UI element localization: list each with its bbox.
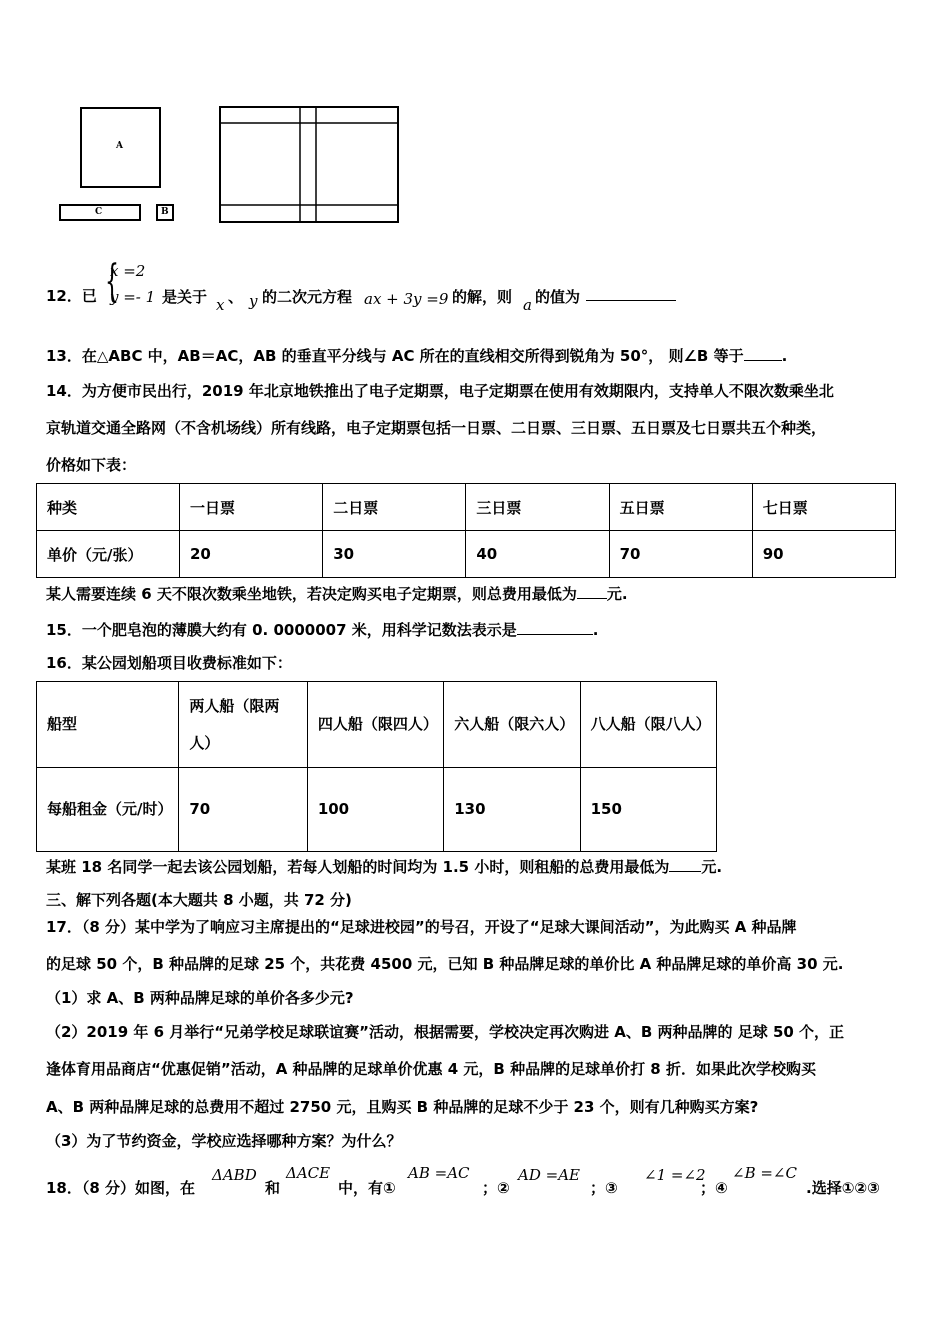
q17-part2-line3: A、B 两种品牌足球的总费用不超过 2750 元，且购买 B 种品牌的足球不少于 23 个，则有几种购买方案? (46, 1098, 759, 1116)
q16-after-text: 某班 18 名同学一起去该公园划船，若每人划船的时间均为 1.5 小时，则租船的总费用最低为 (46, 858, 670, 876)
table-cell: 70 (179, 768, 307, 852)
table-cell: 六人船（限六人） (444, 682, 580, 768)
q12-var-x: x (216, 296, 225, 314)
q14-answer-blank (577, 584, 607, 599)
q18-condition-3: ∠1 =∠2 (644, 1166, 706, 1184)
table-cell: 种类 (37, 484, 180, 531)
q15-text: 15．一个肥皂泡的薄膜大约有 0. 0000007 米，用科学记数法表示是 (46, 621, 517, 639)
q12-system-line1: x =2 (110, 262, 146, 280)
q18-sep2: ；③ (590, 1179, 618, 1197)
table-cell: 100 (307, 768, 443, 852)
q14-after-end: 元. (606, 585, 628, 603)
q18-number: 18．（8 分）如图，在 (46, 1179, 196, 1197)
table-cell: 每船租金（元/时） (37, 768, 179, 852)
table-cell: 40 (466, 531, 609, 578)
table-cell: 单价（元/张） (37, 531, 180, 578)
table-cell: 四人船（限四人） (307, 682, 443, 768)
figure-label-a: A (116, 141, 123, 151)
q12-sep: 、 (228, 288, 244, 306)
table-cell: 二日票 (323, 484, 466, 531)
q14-price-table (36, 483, 896, 578)
figure-label-c: C (95, 207, 103, 217)
q18-sep3: ；④ (700, 1179, 728, 1197)
q12-brace: { (105, 256, 119, 307)
table-cell: 130 (444, 768, 580, 852)
q14-line2: 京轨道交通全路网（不含机场线）所有线路，电子定期票包括一日票、二日票、三日票、五日票及七日票共五个种类， (46, 419, 827, 437)
q16-fee-table (36, 681, 717, 852)
q15-end: . (592, 621, 599, 639)
table-cell: 船型 (37, 682, 179, 768)
q18-end: .选择①②③ (806, 1179, 880, 1197)
q14-after (46, 583, 628, 604)
table-cell: 20 (180, 531, 323, 578)
q17-line1: 17．（8 分）某中学为了响应习主席提出的“足球进校园”的号召，开设了“足球大课间活动”，为此购买 A 种品牌 (46, 918, 797, 936)
table-cell: 五日票 (609, 484, 752, 531)
q14-line3: 价格如下表： (46, 456, 137, 474)
table-cell: 两人船（限两人） (179, 682, 307, 768)
q17-part2-line1: （2）2019 年 6 月举行“兄弟学校足球联谊赛”活动，根据需要，学校决定再次购进 A、B 两种品牌的 足球 50 个，正 (46, 1023, 845, 1041)
q16-after-end: 元. (701, 858, 723, 876)
q15 (46, 619, 598, 640)
q18-mid: 中，有① (338, 1179, 396, 1197)
q18-triangle-ace: ΔACE (286, 1164, 331, 1182)
q12-system-line2: y =- 1 (110, 288, 156, 306)
q16-after (46, 856, 722, 877)
table-cell: 一日票 (180, 484, 323, 531)
table-cell: 90 (752, 531, 895, 578)
table-cell: 三日票 (466, 484, 609, 531)
q18-condition-2: AD =AE (518, 1166, 580, 1184)
section-3-heading: 三、解下列各题(本大题共 8 小题，共 72 分) (46, 891, 352, 909)
q13-end: . (781, 347, 788, 365)
table-cell: 八人船（限八人） (580, 682, 716, 768)
table-cell: 150 (580, 768, 716, 852)
q18-sep1: ；② (482, 1179, 510, 1197)
q12-var-a: a (523, 296, 532, 314)
q12-answer-blank (586, 286, 676, 301)
table-cell: 七日票 (752, 484, 895, 531)
table-row (37, 682, 717, 768)
q16-answer-blank (669, 857, 701, 872)
table-cell: 30 (323, 531, 466, 578)
q18-condition-4: ∠B =∠C (732, 1164, 797, 1182)
q17-part1: （1）求 A、B 两种品牌足球的单价各多少元? (46, 989, 354, 1007)
q12-text4: 的值为 (535, 288, 581, 306)
q14-after-text: 某人需要连续 6 天不限次数乘坐地铁，若决定购买电子定期票，则总费用最低为 (46, 585, 577, 603)
figure-grid (218, 105, 402, 225)
q13-text: 13．在△ABC 中，AB＝AC，AB 的垂直平分线与 AC 所在的直线相交所得到锐角为 50°， 则∠B 等于 (46, 347, 744, 365)
q12-number: 12．已 (46, 287, 97, 305)
q15-answer-blank (517, 620, 593, 635)
q12-text3: 的解，则 (452, 288, 513, 306)
q13 (46, 345, 787, 366)
table-row (37, 531, 896, 578)
q12-text1: 是关于 (162, 288, 208, 306)
q12-var-y: y (249, 292, 258, 310)
figure-label-b: B (161, 207, 169, 217)
q12-equation: ax + 3y =9 (364, 290, 449, 308)
table-row (37, 768, 717, 852)
q18-triangle-abd: ΔABD (212, 1166, 257, 1184)
q13-answer-blank (744, 346, 782, 361)
q17-part3: （3）为了节约资金，学校应选择哪种方案？为什么？ (46, 1132, 402, 1150)
q12-text2: 的二次元方程 (262, 288, 353, 306)
q16-intro: 16．某公园划船项目收费标准如下： (46, 654, 292, 672)
table-cell: 70 (609, 531, 752, 578)
q17-part2-line2: 逢体育用品商店“优惠促销”活动，A 种品牌的足球单价优惠 4 元，B 种品牌的足球单价打 8 折．如果此次学校购买 (46, 1060, 816, 1078)
q14-line1: 14．为方便市民出行，2019 年北京地铁推出了电子定期票，电子定期票在使用有效期限内，支持单人不限次数乘坐北 (46, 382, 834, 400)
q17-line2: 的足球 50 个，B 种品牌的足球 25 个，共花费 4500 元，已知 B 种品牌足球的单价比 A 种品牌足球的单价高 30 元. (46, 955, 844, 973)
q18-and: 和 (265, 1179, 281, 1197)
q18-condition-1: AB =AC (408, 1164, 470, 1182)
table-row (37, 484, 896, 531)
